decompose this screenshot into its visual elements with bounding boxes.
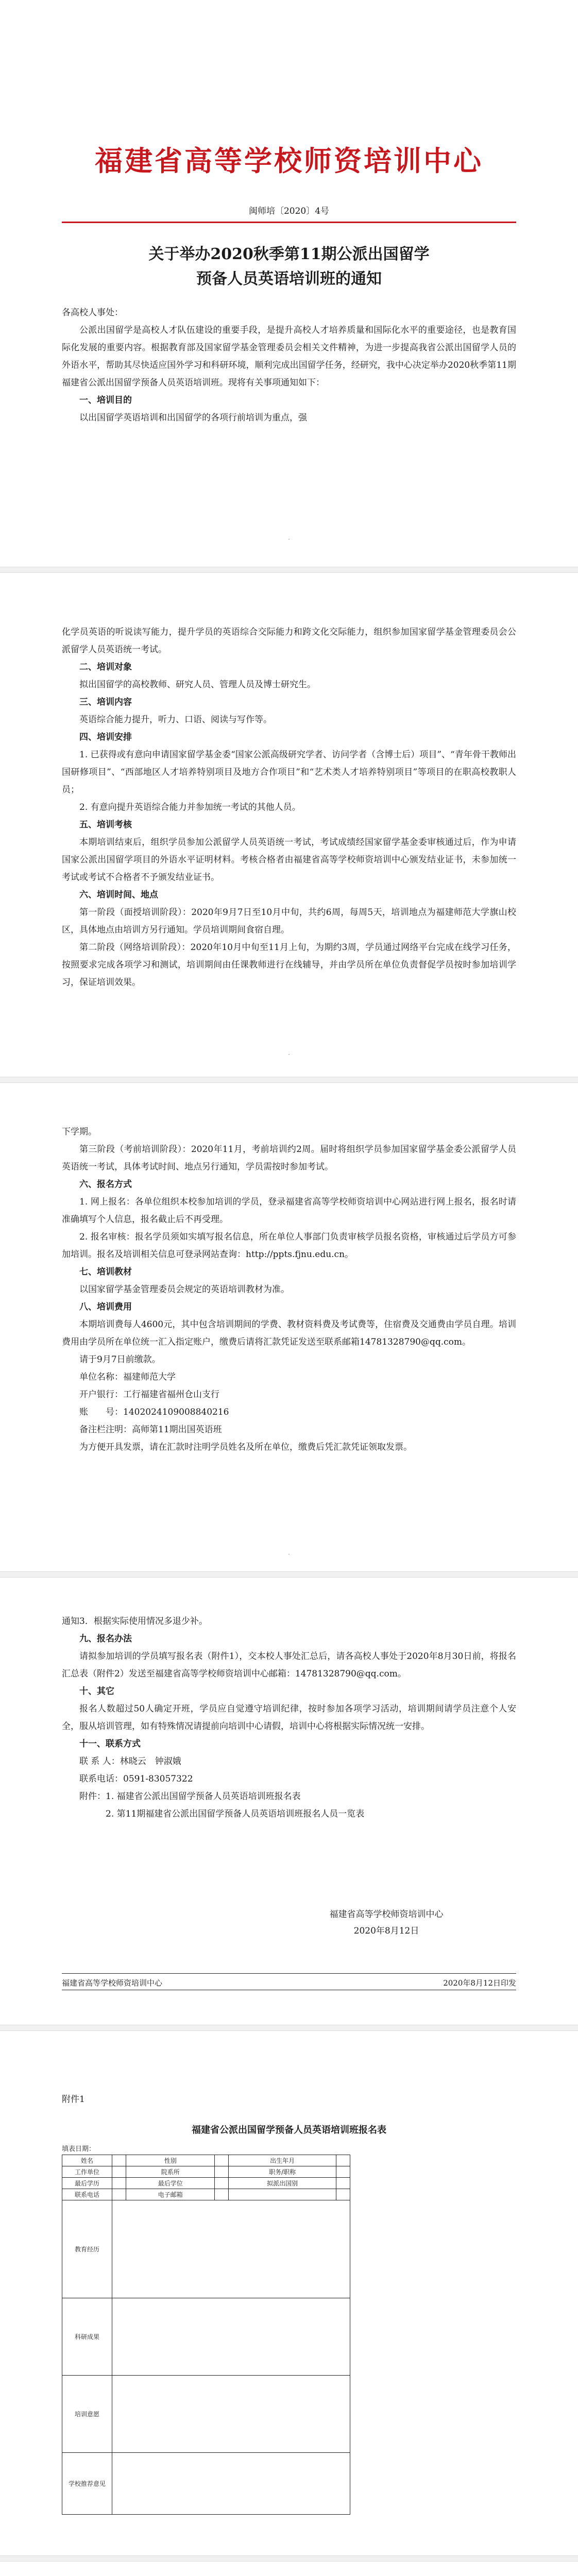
body-paragraph: 下学期。 bbox=[62, 1127, 97, 1137]
title-line-2: 预备人员英语培训班的通知 bbox=[196, 270, 382, 288]
page-marker: · bbox=[288, 1051, 290, 1058]
annex1-fill-date: 填表日期： bbox=[62, 2145, 96, 2153]
org-header-title: 福建省高等学校师资培训中心 bbox=[95, 144, 483, 177]
page-marker: · bbox=[288, 536, 290, 543]
section-heading: 十一、联系方式 bbox=[79, 1739, 141, 1749]
body-paragraph: 2. 有意向提升英语综合能力并参加统一考试的其他人员。 bbox=[79, 802, 301, 812]
body-paragraph: 本期培训费每人4600元，其中包含培训期间的学费、教材资料费及考试费等，住宿费及交通费由学员自理。培训费用由学员所在单位统一汇入指定账户，缴费后请将汇款凭证发送至联系邮箱14781328790@qq.com。 bbox=[62, 1319, 516, 1347]
body-paragraph: 2. 第11期福建省公派出国留学预备人员英语培训班报名人员一览表 bbox=[79, 1809, 365, 1819]
form-cell: 性别 bbox=[126, 2155, 215, 2166]
form-cell: 工作单位 bbox=[62, 2166, 112, 2178]
body-paragraph: 联系电话：0591-83057322 bbox=[79, 1774, 193, 1784]
form-section-label: 教育经历 bbox=[62, 2200, 112, 2298]
section-heading: 二、培训对象 bbox=[79, 662, 132, 672]
body-paragraph: 账 号：1402024109008840216 bbox=[79, 1407, 229, 1417]
page-marker: · bbox=[288, 1551, 290, 1558]
body-paragraph: 报名人数超过50人确定开班，学员应自觉遵守培训纪律，按时参加各项学习活动，培训期间请学员注意个人安全，服从培训管理，如有特殊情况请提前向培训中心请假，培训中心将根据实际情况统一安排。 bbox=[62, 1704, 516, 1732]
section-heading: 六、报名方式 bbox=[79, 1179, 132, 1190]
body-paragraph: 请拟参加培训的学员填写报名表（附件1），交本校人事处汇总后，请各高校人事处于2020年8月30日前，将报名汇总表（附件2）发送至福建省高等学校师资培训中心邮箱：14781328790@qq.com。 bbox=[62, 1651, 516, 1679]
body-paragraph: 2. 报名审核：报名学员须如实填写报名信息，所在单位人事部门负责审核学员报名资格，审核通过后学员方可参加培训。报名及培训相关信息可登录网站查询：http://ppts.fjnu.edu.cn。 bbox=[62, 1232, 516, 1260]
annex1-title: 福建省公派出国留学预备人员英语培训班报名表 bbox=[192, 2125, 386, 2136]
body-paragraph: 以出国留学英语培训和出国留学的各项行前培训为重点，强 bbox=[79, 413, 307, 423]
body-paragraph: 化学员英语的听说读写能力，提升学员的英语综合交际能力和跨文化交际能力，组织参加国家留学基金管理委员会公派留学人员英语统一考试。 bbox=[62, 627, 516, 655]
body-paragraph: 第二阶段（网络培训阶段）：2020年10月中旬至11月上旬，为期约3周，学员通过网络平台完成在线学习任务，按照要求完成各项学习和测试，培训期间由任课教师进行在线辅导，并由学员所在单位负责督促学员按时参加培训学习，保证培训效果。 bbox=[62, 942, 516, 988]
body-paragraph: 第三阶段（考前培训阶段）：2020年11月，考前培训约2周。届时将组织学员参加国家留学基金委公派留学人员英语统一考试，具体考试时间、地点另行通知，学员需按时参加考试。 bbox=[62, 1144, 516, 1172]
body-paragraph: 以国家留学基金管理委员会规定的英语培训教材为准。 bbox=[79, 1284, 290, 1295]
body-paragraph: 开户银行：工行福建省福州仓山支行 bbox=[79, 1389, 219, 1400]
form-cell: 最后学位 bbox=[126, 2178, 215, 2189]
signature-date: 2020年8月12日 bbox=[353, 1926, 419, 1936]
section-heading: 四、培训安排 bbox=[79, 732, 132, 742]
body-paragraph: 通知3．根据实际使用情况多退少补。 bbox=[62, 1616, 208, 1626]
section-heading: 五、培训考核 bbox=[79, 820, 132, 830]
body-paragraph: 1. 已获得或有意向申请国家留学基金委“国家公派高级研究学者、访问学者（含博士后）项目”、“青年骨干教师出国研修项目”、“西部地区人才培养特别项目及地方合作项目”和“艺术类人才培养特别项目”等项目的在职高校教职人员； bbox=[62, 750, 516, 795]
section-heading: 九、报名办法 bbox=[79, 1634, 132, 1644]
body-paragraph: 备注栏注明：高师第11期出国英语班 bbox=[79, 1425, 222, 1435]
signature-org: 福建省高等学校师资培训中心 bbox=[329, 1909, 444, 1920]
document-number: 闽师培〔2020〕4号 bbox=[248, 206, 330, 216]
form-section-label: 科研成果 bbox=[62, 2298, 112, 2376]
body-paragraph: 拟出国留学的高校教师、研究人员、管理人员及博士研究生。 bbox=[79, 680, 316, 690]
body-paragraph: 各高校人事处： bbox=[62, 308, 123, 318]
section-heading: 三、培训内容 bbox=[79, 697, 132, 707]
body-paragraph: 为方便开具发票，请在汇款时注明学员姓名及所在单位，缴费后凭汇款凭证领取发票。 bbox=[79, 1442, 412, 1452]
form-section-label: 培训意愿 bbox=[62, 2376, 112, 2453]
footer-issue-date: 2020年8月12日印发 bbox=[443, 1978, 516, 1988]
body-paragraph: 第一阶段（面授培训阶段）：2020年9月7日至10月中旬，共约6周，每周5天，培训地点为福建师范大学旗山校区，具体地点由培训方另行通知。学员培训期间食宿自理。 bbox=[62, 907, 516, 935]
body-paragraph: 单位名称：福建师范大学 bbox=[79, 1372, 176, 1382]
section-heading: 一、培训目的 bbox=[79, 395, 132, 405]
form-cell: 姓名 bbox=[62, 2155, 112, 2166]
annex1-label: 附件1 bbox=[62, 2094, 85, 2105]
body-paragraph: 请于9月7日前缴款。 bbox=[79, 1354, 161, 1365]
body-paragraph: 公派出国留学是高校人才队伍建设的重要手段，是提升高校人才培养质量和国际化水平的重要途径，也是教育国际化发展的重要内容。根据教育部及国家留学基金管理委员会相关文件精神，为进一步提高我省公派出国留学人员的外语水平，帮助其尽快适应国外学习和科研环境，顺利完成出国留学任务，经研究，我中心决定举办2020秋季第11期福建省公派出国留学预备人员英语培训班。现将有关事项通知如下： bbox=[62, 325, 516, 388]
body-paragraph: 本期培训结束后，组织学员参加公派留学人员英语统一考试，考试成绩经国家留学基金委审核通过后，作为申请国家公派出国留学项目的外语水平证明材料。考核合格者由福建省高等学校师资培训中心颁发结业证书，未参加统一考试或考试不合格者不予颁发结业证书。 bbox=[62, 837, 516, 883]
form-cell: 职务/职称 bbox=[229, 2166, 336, 2178]
section-heading: 十、其它 bbox=[79, 1686, 114, 1697]
section-heading: 六、培训时间、地点 bbox=[79, 890, 158, 900]
form-cell: 拟派出国别 bbox=[229, 2178, 336, 2189]
body-paragraph: 附件：1. 福建省公派出国留学预备人员英语培训班报名表 bbox=[79, 1791, 301, 1802]
annex2-sheet bbox=[62, 0, 516, 2576]
form-cell: 电子邮箱 bbox=[126, 2189, 215, 2200]
body-paragraph: 1. 网上报名：各单位组织本校参加培训的学员，登录福建省高等学校师资培训中心网站进行网上报名，报名时请准确填写个人信息，报名截止后不再受理。 bbox=[62, 1197, 516, 1225]
title-line-1: 关于举办2020秋季第11期公派出国留学 bbox=[148, 245, 430, 263]
section-heading: 七、培训教材 bbox=[79, 1267, 132, 1277]
form-cell: 最后学历 bbox=[62, 2178, 112, 2189]
section-heading: 八、培训费用 bbox=[79, 1302, 132, 1312]
form-cell: 出生年月 bbox=[229, 2155, 336, 2166]
body-paragraph: 联 系 人：林晓云 钟淑娥 bbox=[79, 1756, 181, 1767]
form-cell: 院系所 bbox=[126, 2166, 215, 2178]
footer-issuer: 福建省高等学校师资培训中心 bbox=[62, 1978, 163, 1988]
body-paragraph: 英语综合能力提升，听力、口语、阅读与写作等。 bbox=[79, 715, 272, 725]
form-cell: 联系电话 bbox=[62, 2189, 112, 2200]
form-section-label: 学校推荐意见 bbox=[62, 2453, 112, 2515]
